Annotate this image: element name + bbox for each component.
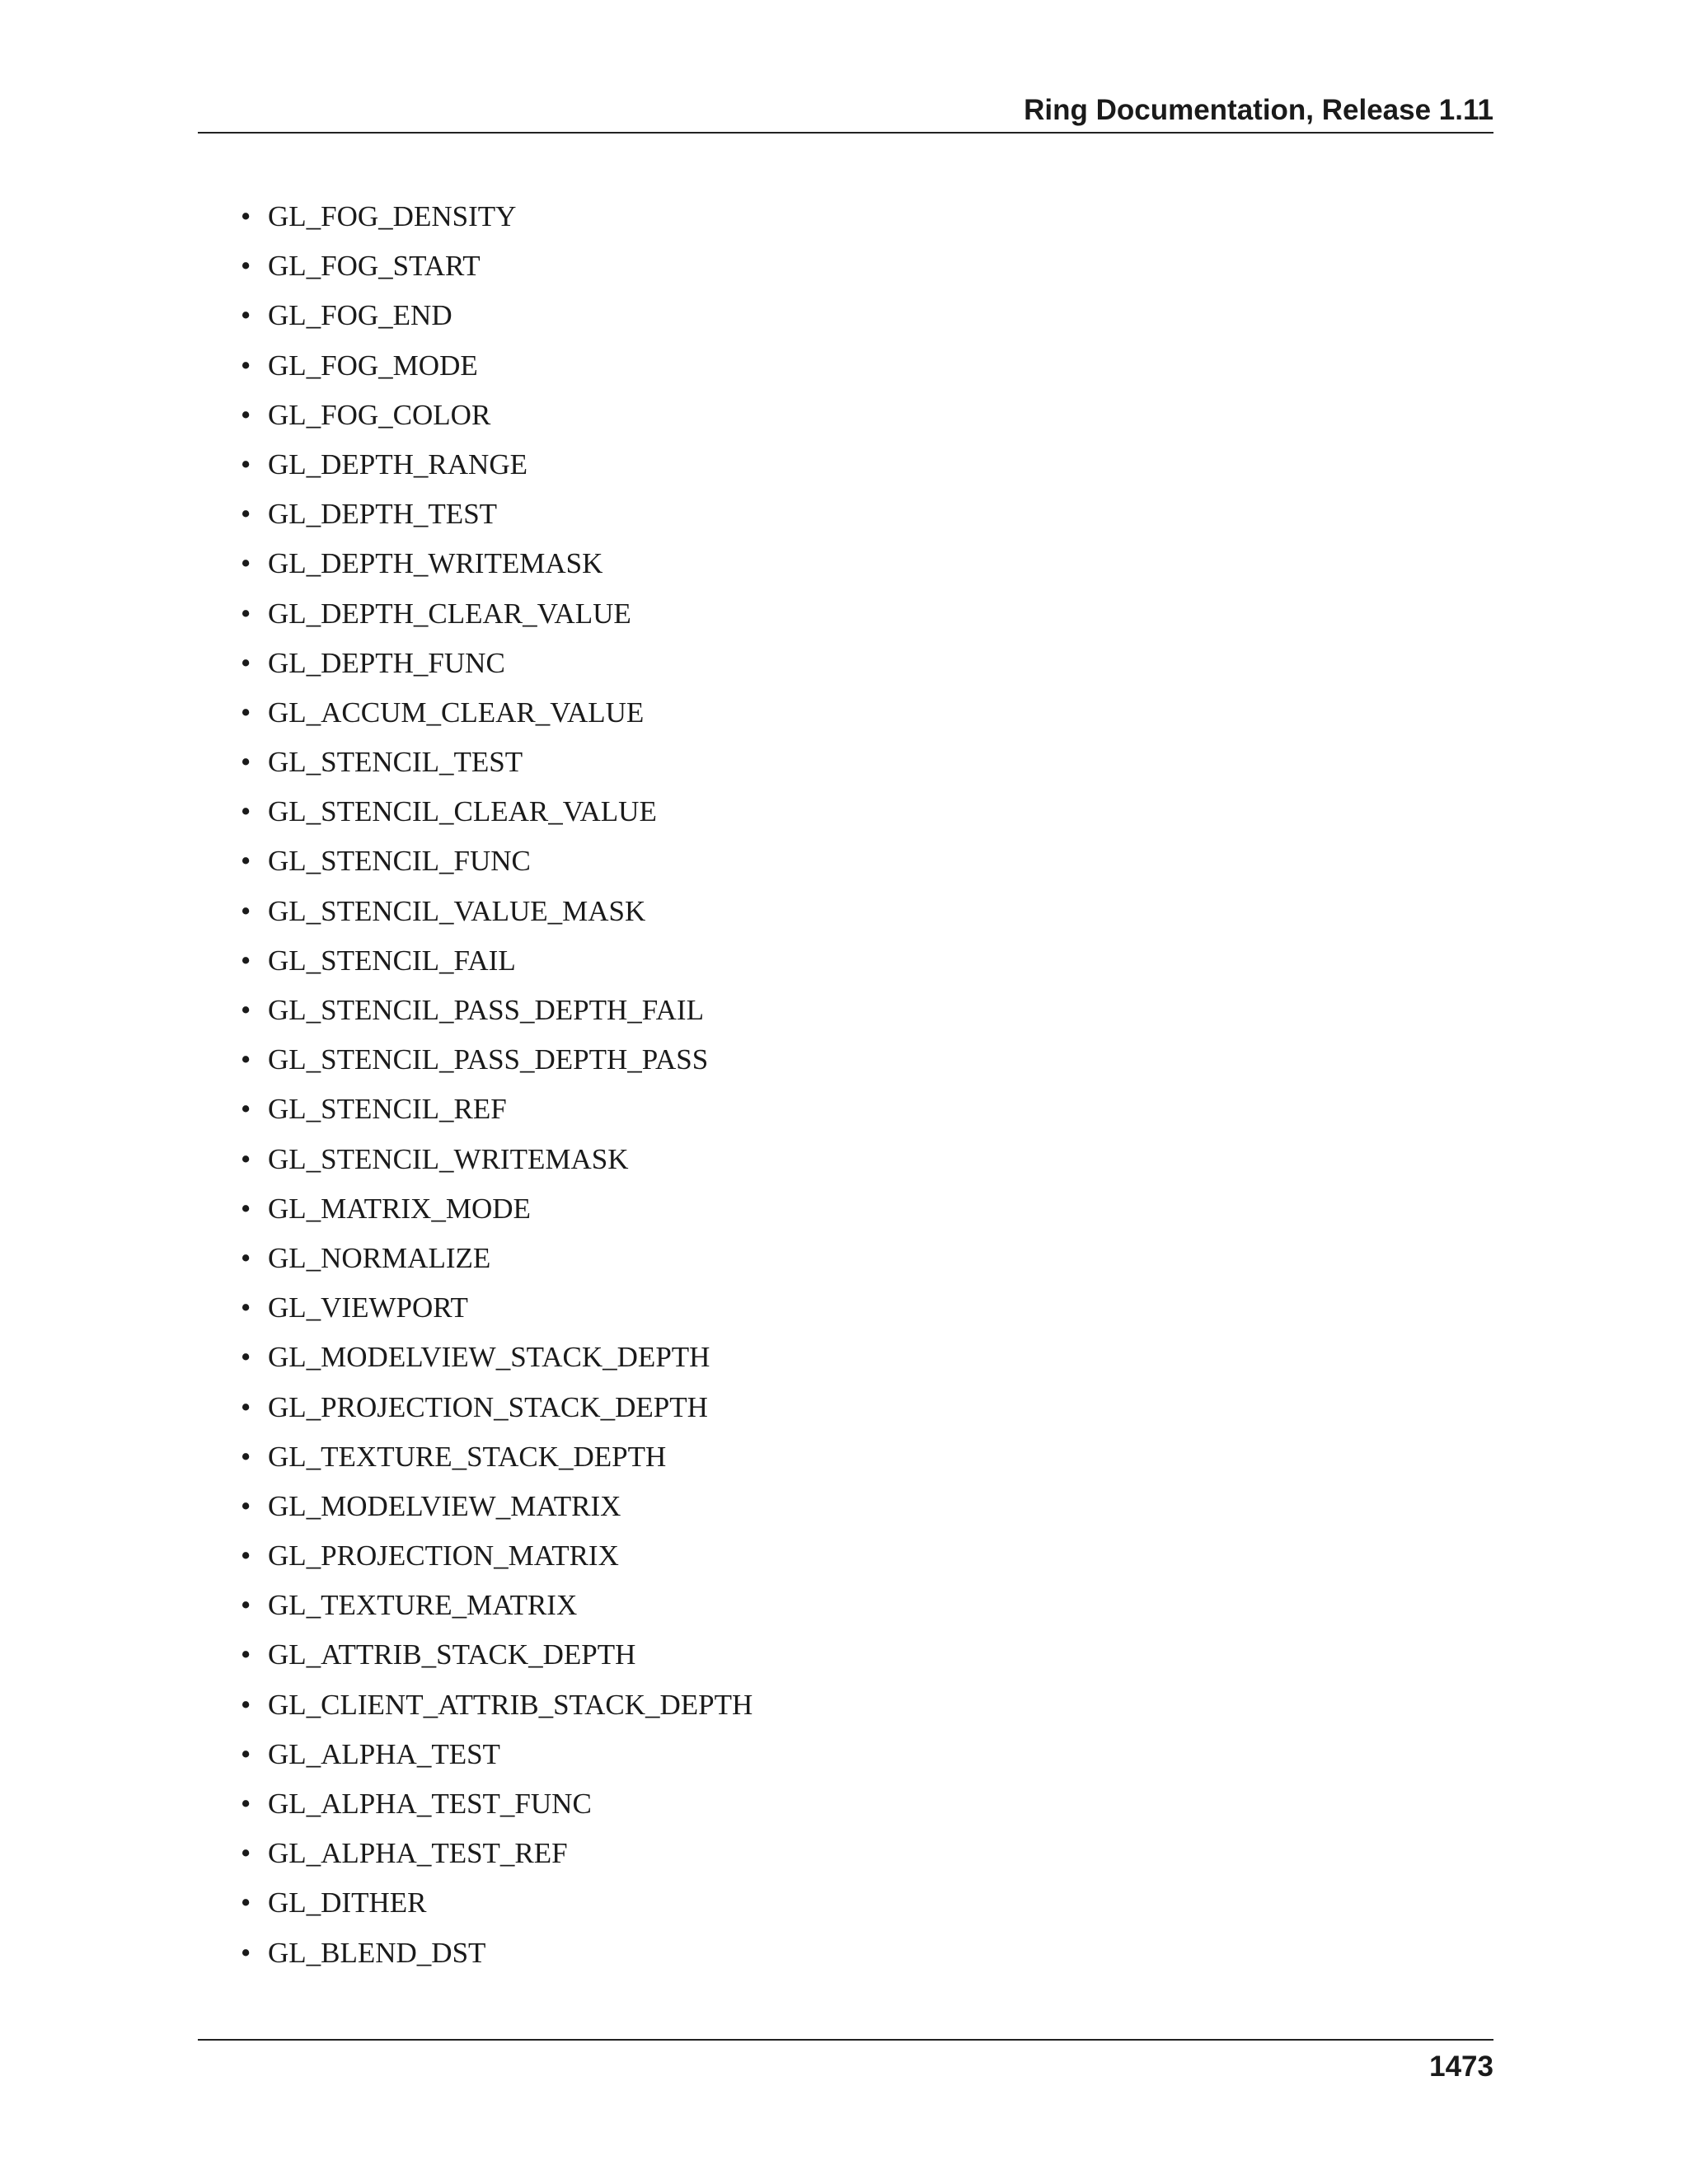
list-item-text: GL_TEXTURE_MATRIX: [268, 1589, 578, 1622]
list-item-text: GL_BLEND_DST: [268, 1936, 486, 1969]
list-item: [241, 1190, 753, 1240]
list-item-text: GL_PROJECTION_MATRIX: [268, 1540, 619, 1572]
bullet-icon: •: [241, 398, 251, 431]
bullet-icon: •: [241, 1638, 251, 1671]
bullet-icon: •: [241, 1489, 251, 1522]
list-item: [241, 1636, 753, 1685]
list-item-text: GL_ALPHA_TEST_REF: [268, 1837, 568, 1870]
list-item-text: GL_DEPTH_WRITEMASK: [268, 547, 603, 580]
list-item: [241, 991, 753, 1041]
list-item-text: GL_DEPTH_CLEAR_VALUE: [268, 597, 631, 630]
list-item: [241, 1736, 753, 1785]
list-item: [241, 942, 753, 991]
bullet-icon: •: [241, 1886, 251, 1919]
list-item: [241, 1041, 753, 1090]
bullet-icon: •: [241, 894, 251, 927]
list-item: [241, 1141, 753, 1190]
bullet-icon: •: [241, 547, 251, 580]
list-item: [241, 1835, 753, 1884]
list-item-text: GL_FOG_COLOR: [268, 398, 491, 431]
bullet-icon: •: [241, 1440, 251, 1473]
list-item: [241, 1240, 753, 1289]
list-item-text: GL_STENCIL_FUNC: [268, 845, 531, 878]
bullet-icon: •: [241, 1788, 251, 1820]
list-item-text: GL_FOG_START: [268, 250, 481, 283]
list-item-text: GL_MATRIX_MODE: [268, 1192, 531, 1225]
list-item: [241, 495, 753, 545]
list-item: [241, 694, 753, 743]
list-item-text: GL_MODELVIEW_STACK_DEPTH: [268, 1341, 710, 1374]
list-item-text: GL_PROJECTION_STACK_DEPTH: [268, 1390, 708, 1423]
bullet-icon: •: [241, 597, 251, 630]
list-item: [241, 347, 753, 396]
list-item: [241, 743, 753, 793]
list-item: [241, 1090, 753, 1140]
bullet-icon: •: [241, 994, 251, 1026]
bullet-icon: •: [241, 1093, 251, 1126]
list-item-text: GL_STENCIL_REF: [268, 1093, 507, 1126]
bullet-icon: •: [241, 498, 251, 531]
bullet-icon: •: [241, 200, 251, 232]
list-item-text: GL_ATTRIB_STACK_DEPTH: [268, 1638, 636, 1671]
bullet-icon: •: [241, 1341, 251, 1374]
list-item: [241, 1289, 753, 1338]
list-item: [241, 1785, 753, 1835]
bullet-icon: •: [241, 1192, 251, 1225]
list-item-text: GL_STENCIL_WRITEMASK: [268, 1142, 629, 1175]
bullet-icon: •: [241, 1241, 251, 1274]
list-item-text: GL_ALPHA_TEST: [268, 1737, 500, 1770]
bullet-icon: •: [241, 1043, 251, 1076]
list-item: [241, 1537, 753, 1586]
list-item-text: GL_DITHER: [268, 1886, 427, 1919]
list-item: [241, 1389, 753, 1438]
bullet-icon: •: [241, 795, 251, 828]
list-item: [241, 446, 753, 495]
list-item-text: GL_CLIENT_ATTRIB_STACK_DEPTH: [268, 1688, 753, 1721]
list-item-text: GL_STENCIL_PASS_DEPTH_FAIL: [268, 994, 704, 1026]
bullet-icon: •: [241, 1589, 251, 1622]
list-item-text: GL_DEPTH_TEST: [268, 498, 498, 531]
bullet-icon: •: [241, 1737, 251, 1770]
bullet-icon: •: [241, 1142, 251, 1175]
bullet-icon: •: [241, 646, 251, 679]
bullet-icon: •: [241, 1291, 251, 1324]
list-item-text: GL_DEPTH_RANGE: [268, 448, 528, 480]
list-item: [241, 396, 753, 446]
list-item: [241, 1438, 753, 1488]
list-item-text: GL_STENCIL_VALUE_MASK: [268, 894, 646, 927]
list-item-text: GL_STENCIL_FAIL: [268, 944, 516, 977]
list-item: [241, 545, 753, 594]
bullet-icon: •: [241, 746, 251, 779]
list-item-text: GL_FOG_DENSITY: [268, 200, 517, 232]
bullet-icon: •: [241, 696, 251, 729]
list-item: [241, 1586, 753, 1636]
list-item: [241, 793, 753, 842]
constant-list: [241, 198, 753, 1984]
bullet-icon: •: [241, 349, 251, 382]
list-item: [241, 595, 753, 644]
list-item: [241, 1338, 753, 1388]
list-item-text: GL_MODELVIEW_MATRIX: [268, 1489, 621, 1522]
list-item: [241, 644, 753, 694]
list-item-text: GL_FOG_END: [268, 299, 452, 332]
bullet-icon: •: [241, 1540, 251, 1572]
list-item: [241, 297, 753, 346]
list-item-text: GL_ALPHA_TEST_FUNC: [268, 1788, 592, 1820]
list-item-text: GL_STENCIL_CLEAR_VALUE: [268, 795, 657, 828]
bullet-icon: •: [241, 1688, 251, 1721]
list-item: [241, 1934, 753, 1984]
list-item-text: GL_DEPTH_FUNC: [268, 646, 505, 679]
list-item: [241, 893, 753, 942]
list-item: [241, 198, 753, 247]
bullet-icon: •: [241, 944, 251, 977]
list-item: [241, 1686, 753, 1736]
list-item-text: GL_ACCUM_CLEAR_VALUE: [268, 696, 645, 729]
list-item-text: GL_FOG_MODE: [268, 349, 478, 382]
list-item: [241, 1884, 753, 1933]
bullet-icon: •: [241, 1936, 251, 1969]
bullet-icon: •: [241, 1837, 251, 1870]
page-footer: [198, 2039, 1493, 2107]
bullet-icon: •: [241, 1390, 251, 1423]
list-item-text: GL_STENCIL_PASS_DEPTH_PASS: [268, 1043, 709, 1076]
page-number: 1473: [1429, 2050, 1493, 2083]
list-item: [241, 1488, 753, 1537]
list-item-text: GL_VIEWPORT: [268, 1291, 468, 1324]
document-title: Ring Documentation, Release 1.11: [1024, 94, 1493, 126]
list-item-text: GL_STENCIL_TEST: [268, 746, 523, 779]
bullet-icon: •: [241, 845, 251, 878]
page-header: [198, 89, 1493, 134]
bullet-icon: •: [241, 299, 251, 332]
list-item-text: GL_NORMALIZE: [268, 1241, 491, 1274]
bullet-icon: •: [241, 448, 251, 480]
list-item: [241, 842, 753, 892]
bullet-icon: •: [241, 250, 251, 283]
list-item-text: GL_TEXTURE_STACK_DEPTH: [268, 1440, 667, 1473]
list-item: [241, 247, 753, 297]
